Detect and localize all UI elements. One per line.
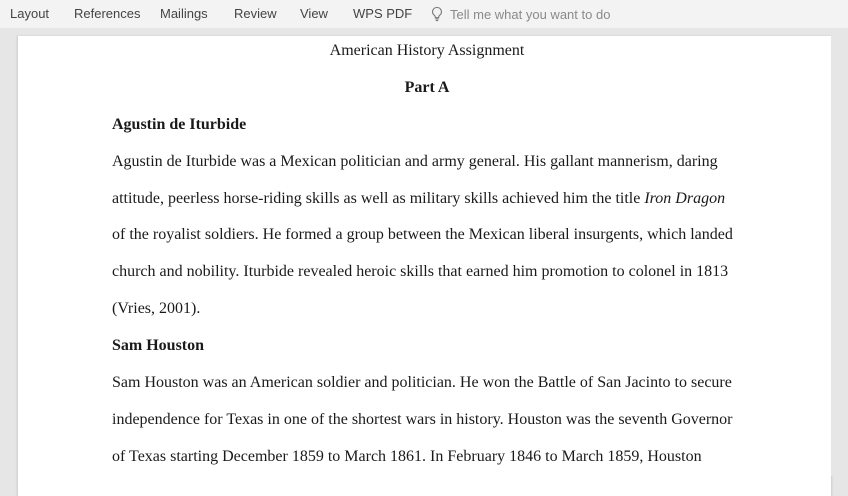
paragraph-line: Agustin de Iturbide was a Mexican politician and army general. His gallant mannerism, daring [112,153,718,170]
tab-wps-pdf[interactable]: WPS PDF [353,6,413,21]
lightbulb-icon [430,6,444,22]
section-heading-houston: Sam Houston [112,337,205,354]
paragraph-line: of the royalist soldiers. He formed a group between the Mexican liberal insurgents, which landed [112,226,733,243]
paragraph-line: (Vries, 2001). [112,300,201,317]
paragraph-line: Sam Houston was an American soldier and politician. He won the Battle of San Jacinto to secure [112,374,732,391]
paragraph-line: of Texas starting December 1859 to March 1861. In February 1846 to March 1859, Houston [112,448,702,465]
italic-term: Iron Dragon [644,190,726,207]
paragraph-line: independence for Texas in one of the shortest wars in history. Houston was the seventh Governor [112,411,733,428]
part-heading: Part A [404,79,450,96]
tab-review[interactable]: Review [234,6,277,21]
tell-me-placeholder: Tell me what you want to do [450,6,611,22]
ribbon-tab-bar [0,0,848,28]
paragraph-text: attitude, peerless horse-riding skills as well as military skills achieved him the title [112,190,641,207]
document-canvas [0,28,848,476]
paragraph-line [112,190,725,208]
vertical-scrollbar[interactable] [831,28,848,476]
document-page[interactable] [17,36,832,496]
tab-view[interactable]: View [300,6,328,21]
tab-mailings[interactable]: Mailings [160,6,208,21]
section-heading-iturbide: Agustin de Iturbide [112,116,247,133]
paragraph-line: church and nobility. Iturbide revealed heroic skills that earned him promotion to colonel in 1813 [112,263,729,280]
tab-layout[interactable]: Layout [10,6,50,21]
document-title: American History Assignment [329,42,525,59]
tell-me-search[interactable] [430,6,610,22]
tab-references[interactable]: References [74,6,141,21]
